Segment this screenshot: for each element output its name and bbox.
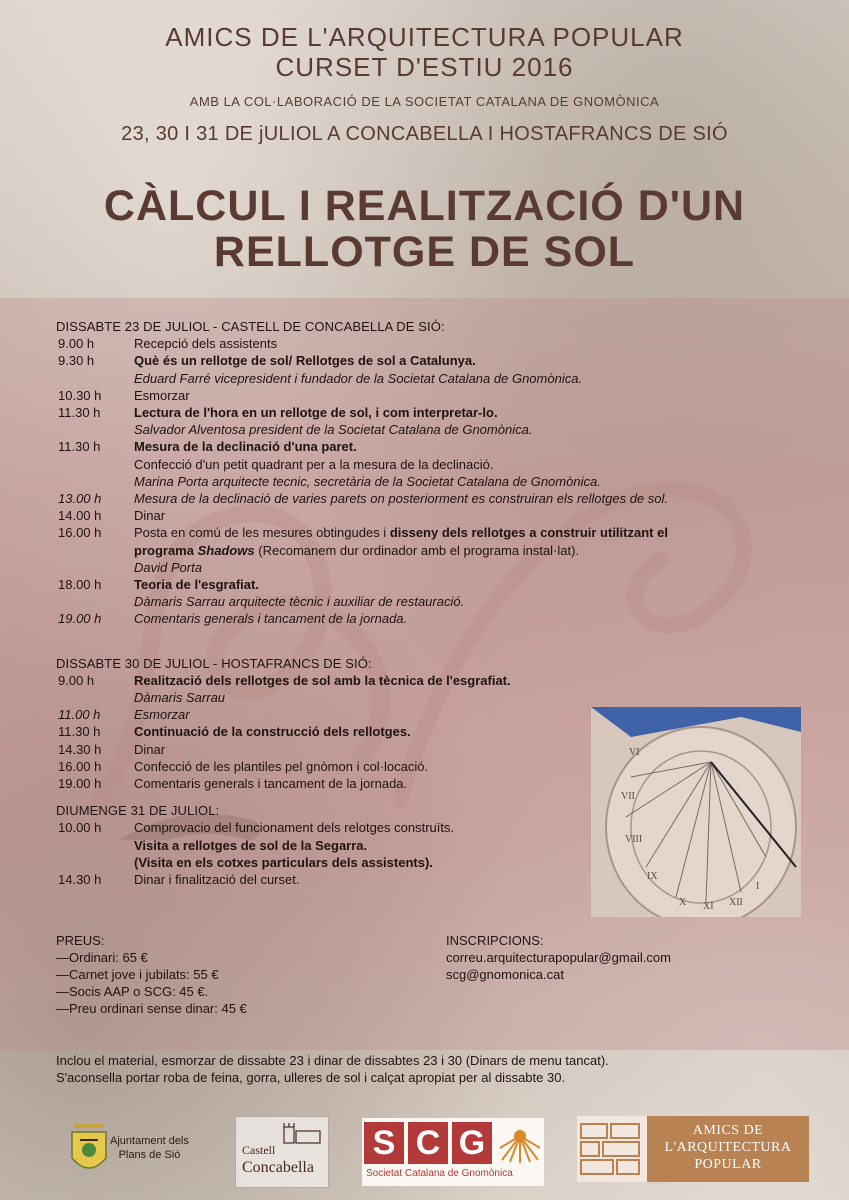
schedule-row: 9.00 h Realització dels rellotges de sol amb la tècnica de l'esgrafiat.	[58, 672, 511, 688]
coat-of-arms-icon	[66, 1114, 112, 1182]
schedule-row: 14.30 h Dinar	[58, 741, 166, 757]
schedule-row: Confecció d'un petit quadrant per a la mesura de la declinació.	[134, 456, 494, 472]
day-heading: DISSABTE 23 DE JULIOL - CASTELL DE CONCABELLA DE SIÓ:	[56, 319, 445, 334]
aap-logo	[577, 1116, 809, 1182]
email-link[interactable]: scg@gnomonica.cat	[446, 967, 564, 982]
main-title	[0, 183, 849, 275]
schedule-row: Dàmaris Sarrau	[134, 690, 226, 706]
stone-wall-icon	[579, 1122, 643, 1178]
schedule-row: 16.00 h Confecció de les plantiles pel gnòmon i col·locació.	[58, 758, 429, 774]
schedule-row: 9.00 h Recepció dels assistents	[58, 336, 278, 352]
schedule-row: Dàmaris Sarrau arquitecte tècnic i auxiliar de restauració.	[134, 594, 465, 610]
schedule-row: 14.00 h Dinar	[58, 508, 166, 524]
dates-line: 23, 30 I 31 DE jULIOL A CONCABELLA I HOSTAFRANCS DE SIÓ	[121, 123, 728, 145]
collaboration-line: AMB LA COL·LABORACIÓ DE LA SOCIETAT CATALANA DE GNOMÒNICA	[189, 94, 660, 109]
day-heading: DISSABTE 30 DE JULIOL - HOSTAFRANCS DE SIÓ:	[56, 655, 372, 671]
sundial-numeral: I	[756, 881, 760, 892]
price-item: —Ordinari: 65 €	[56, 950, 148, 965]
schedule-row: 16.00 h Posta en comú de les mesures obtingudes i disseny dels rellotges a construir utilitzant el	[58, 525, 668, 541]
schedule-row: 11.30 h Continuació de la construcció dels rellotges.	[58, 724, 411, 740]
price-item: —Carnet jove i jubilats: 55 €	[56, 967, 219, 982]
sundial-photo	[591, 707, 801, 917]
note-line: Inclou el material, esmorzar de dissabte 23 i dinar de dissabtes 23 i 30 (Dinars de menu tancat).	[56, 1053, 609, 1068]
schedule-row: Salvador Alventosa president de la Societat Catalana de Gnomònica.	[134, 422, 533, 438]
sundial-image	[591, 707, 801, 917]
inscriptions-heading: INSCRIPCIONS:	[446, 933, 544, 948]
ajuntament-name: Ajuntament dels Plans de Sió	[110, 1135, 189, 1161]
schedule-row: programa Shadows (Recomanem dur ordinador amb el programa instal·lat).	[134, 542, 580, 558]
aap-name: AMICS DE L'ARQUITECTURA POPULAR	[647, 1116, 809, 1182]
schedule-row: 10.00 h Comprovacio del funcionament dels relotges construïts.	[58, 820, 455, 836]
schedule-row: Marina Porta arquitecte tecnic, secretària de la Societat Catalana de Gnomònica.	[134, 473, 601, 489]
sundial-numeral: VIII	[625, 834, 643, 845]
castle-icon	[282, 1121, 322, 1145]
ajuntament-logo	[66, 1114, 112, 1182]
schedule-row: (Visita en els cotxes particulars dels assistents).	[134, 854, 433, 870]
pricing	[56, 932, 247, 1017]
course-title: CURSET D'ESTIU 2016	[275, 52, 574, 82]
sundial-numeral: IX	[647, 871, 658, 882]
pricing-heading: PREUS:	[56, 933, 105, 948]
inscriptions	[446, 932, 671, 983]
schedule-row: 19.00 h Comentaris generals i tancament de la jornada.	[58, 611, 408, 627]
schedule-row: 10.30 h Esmorzar	[58, 387, 190, 403]
sundial-numeral: VI	[629, 747, 640, 758]
org-title: AMICS DE L'ARQUITECTURA POPULAR	[165, 22, 684, 52]
sundial-numeral: XI	[703, 901, 714, 912]
note-line: S'aconsella portar roba de feina, gorra, ulleres de sol i calçat apropiat per al dissabte 30.	[56, 1070, 566, 1085]
main-title-line-1: CÀLCUL I REALITZACIÓ D'UN	[103, 182, 746, 230]
email-link[interactable]: correu.arquitecturapopular@gmail.com	[446, 950, 671, 965]
schedule-row: 9.30 h Què és un rellotge de sol/ Rellotges de sol a Catalunya.	[58, 353, 476, 369]
schedule-row: 14.30 h Dinar i finalització del curset.	[58, 872, 300, 888]
schedule-row: 11.30 h Lectura de l'hora en un rellotge de sol, i com interpretar-lo.	[58, 405, 498, 421]
notes	[56, 1052, 609, 1086]
scg-logo: S C G Societat Catalana de Gnomònica	[362, 1118, 544, 1186]
schedule-row: 11.30 h Mesura de la declinació d'una paret.	[58, 439, 357, 455]
schedule-row: 13.00 h Mesura de la declinació de varies parets on posteriorment es construiran els rellotges de sol.	[58, 491, 668, 507]
schedule-row: Eduard Farré vicepresident i fundador de la Societat Catalana de Gnomònica.	[134, 370, 583, 386]
schedule-row: 18.00 h Teoria de l'esgrafiat.	[58, 577, 259, 593]
sundial-numeral: XII	[729, 897, 743, 908]
sun-rays-icon	[498, 1120, 542, 1164]
schedule-row: 19.00 h Comentaris generals i tancament de la jornada.	[58, 776, 408, 792]
schedule-row: 11.00 h Esmorzar	[58, 707, 190, 723]
sundial-numeral: X	[679, 897, 687, 908]
header	[0, 22, 849, 146]
day-heading: DIUMENGE 31 DE JULIOL:	[56, 803, 220, 819]
sundial-numeral: VII	[621, 791, 635, 802]
schedule-row: David Porta	[134, 559, 202, 575]
sponsor-logos	[0, 1110, 849, 1190]
price-item: —Preu ordinari sense dinar: 45 €	[56, 1001, 247, 1016]
price-item: —Socis AAP o SCG: 45 €.	[56, 984, 209, 999]
main-title-line-2: RELLOTGE DE SOL	[213, 228, 636, 276]
castell-concabella-logo: Castell Concabella	[235, 1116, 329, 1188]
schedule-row: Visita a rellotges de sol de la Segarra.	[134, 837, 368, 853]
